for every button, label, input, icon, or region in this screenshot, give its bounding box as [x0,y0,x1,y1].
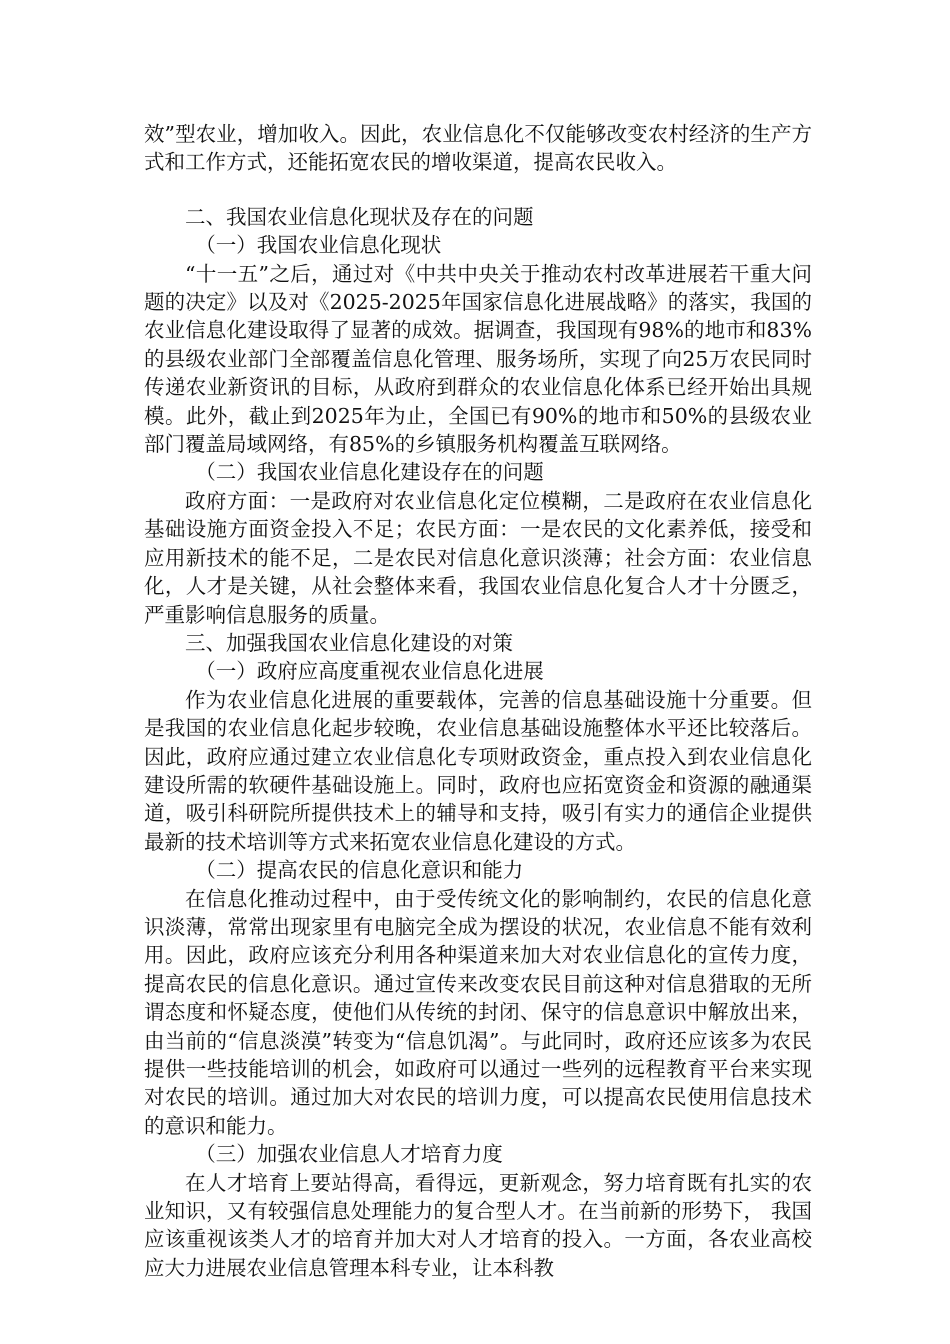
section-heading-2: 二、我国农业信息化现状及存在的问题 [185,204,534,229]
body-paragraph: 作为农业信息化进展的重要载体，完善的信息基础设施十分重要。但是我国的农业信息化起步较晚，农业信息基础设施整体水平还比较落后。因此，政府应通过建立农业信息化专项财政资金，重点投入到农业信息化建设所需的软硬件基础设施上。同时，政府也应拓宽资金和资源的融通渠道，吸引科研院所提供技术上的辅导和支持，吸引有实力的通信企业提供最新的技术培训等方式来拓宽农业信息化建设的方式。 [144,687,812,854]
document-page [144,120,812,1282]
paragraph-gap [144,177,812,203]
body-paragraph: 政府方面：一是政府对农业信息化定位模糊，二是政府在农业信息化基础设施方面资金投入不足；农民方面：一是农民的文化素养低，接受和应用新技术的能不足，二是农民对信息化意识淡薄；社会方面：农业信息化，人才是关键，从社会整体来看，我国农业信息化复合人才十分匮乏，严重影响信息服务的质量。 [144,488,812,627]
subsection-heading-3-3: （三）加强农业信息人才培育力度 [195,1142,503,1167]
section-heading-3: 三、加强我国农业信息化建设的对策 [185,630,513,655]
body-paragraph: “十一五”之后，通过对《中共中央关于推动农村改革进展若干重大问题的决定》以及对《2025-2025年国家信息化进展战略》的落实，我国的农业信息化建设取得了显著的成效。据调查，我国现有98%的地市和83%的县级农业部门全部覆盖信息化管理、服务场所，实现了向25万农民同时传递农业新资讯的目标，从政府到群众的农业信息化体系已经开始出具规模。此外，截止到2025年为止，全国已有90%的地市和50%的县级农业部门覆盖局域网络，有85%的乡镇服务机构覆盖互联网络。 [144,261,812,457]
body-paragraph: 在信息化推动过程中，由于受传统文化的影响制约，农民的信息化意识淡薄，常常出现家里有电脑完全成为摆设的状况，农业信息不能有效利用。因此，政府应该充分利用各种渠道来加大对农业信息化的宣传力度，提高农民的信息化意识。通过宣传来改变农民目前这种对信息猎取的无所谓态度和怀疑态度，使他们从传统的封闭、保守的信息意识中解放出来，由当前的“信息淡漠”转变为“信息饥渴”。与此同时，政府还应该多为农民提供一些技能培训的机会，如政府可以通过一些列的远程教育平台来实现对农民的培训。通过加大对农民的培训力度，可以提高农民使用信息技术的意识和能力。 [144,886,812,1138]
paragraph-continuation: 效”型农业，增加收入。因此，农业信息化不仅能够改变农村经济的生产方式和工作方式，还能拓宽农民的增收渠道，提高农民收入。 [144,122,812,175]
body-paragraph: 在人才培育上要站得高，看得远，更新观念，努力培育既有扎实的农业知识，又有较强信息处理能力的复合型人才。在当前新的形势下， 我国应该重视该类人才的培育并加大对人才培育的投入。一方面，各农业高校应大力进展农业信息管理本科专业，让本科教 [144,1170,812,1280]
subsection-heading-2-1: （一）我国农业信息化现状 [195,233,442,258]
subsection-heading-3-1: （一）政府应高度重视农业信息化进展 [195,659,544,684]
subsection-heading-2-2: （二）我国农业信息化建设存在的问题 [195,460,544,485]
subsection-heading-3-2: （二）提高农民的信息化意识和能力 [195,858,524,883]
